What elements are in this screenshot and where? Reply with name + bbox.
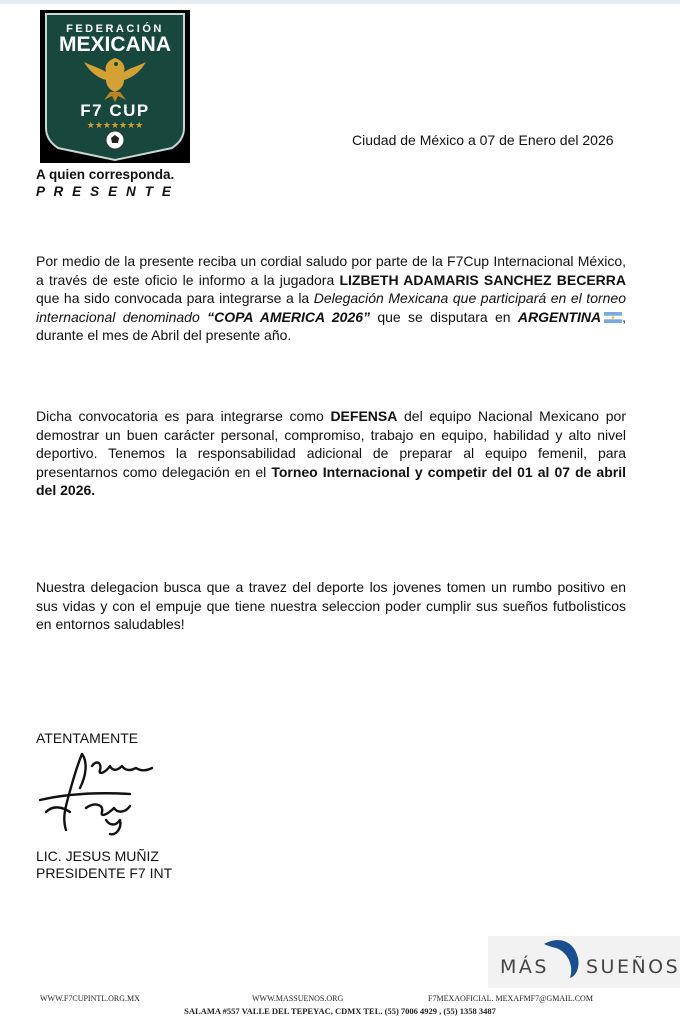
- footer-address: SALAMA #557 VALLE DEL TEPEYAC, CDMX TEL. (55) 7006 4929 , (55) 1358 3487: [184, 1006, 496, 1016]
- closing: ATENTAMENTE: [36, 730, 139, 746]
- logo-federacion-text: FEDERACIÓN: [66, 23, 164, 35]
- presente-label: P R E S E N T E: [36, 184, 174, 199]
- footer-website-f7[interactable]: WWW.F7CUPINTL.ORG.MX: [40, 994, 140, 1003]
- tournament-dates: Torneo Internacional y competir del 01 al 07 de abril del 2026.: [36, 463, 626, 498]
- addressee: A quien corresponda.: [36, 167, 175, 182]
- paragraph-mission: Nuestra delegacion busca que a travez del deporte los jovenes tomen un rumbo positivo en sus vidas y con el empuje que tiene nuestra seleccion poder cumplir sus sueños futbolisticos en entornos saludables!: [36, 579, 626, 632]
- soccer-ball-icon: [106, 131, 124, 149]
- argentina-flag-icon: [604, 312, 622, 323]
- footer-website-massuenos[interactable]: WWW.MASSUENOS.ORG: [252, 994, 344, 1003]
- mas-suenos-logo: MÁS SUEÑOS: [488, 936, 680, 988]
- logo-mexicana-text: MEXICANA: [58, 33, 172, 56]
- federation-logo: [40, 10, 190, 163]
- paragraph-position: Dicha convocatoria es para integrarse como DEFENSA del equipo Nacional Mexicano por demostrar un buen carácter personal, compromiso, trabajo en equipo, habilidad y alto nivel deportivo. Tenemos la responsabilidad adicional de preparar al equipo femenil, para presentarnos como delegación en el Torneo Internacional y competir del 01 al 07 de abril del 2026.: [36, 408, 626, 498]
- letter-date: Ciudad de México a 07 de Enero del 2026: [352, 132, 614, 148]
- signature-image: [36, 748, 166, 840]
- host-country: ARGENTINA: [517, 308, 602, 325]
- signer-title: PRESIDENTE F7 INT: [36, 865, 173, 881]
- footer-contact: F7MEXAOFICIAL. MEXAFMF7@GMAIL.COM: [428, 994, 593, 1003]
- logo-stars: ★★★★★★★: [86, 121, 144, 131]
- top-bar: [0, 0, 680, 4]
- player-name: LIZBETH ADAMARIS SANCHEZ BECERRA: [339, 271, 626, 288]
- tournament-name: “COPA AMERICA 2026”: [207, 308, 371, 325]
- logo-f7cup-text: F7 CUP: [80, 101, 150, 120]
- player-position: DEFENSA: [330, 408, 398, 424]
- signer-name: LIC. JESUS MUÑIZ: [36, 848, 159, 864]
- paragraph-convocation: Por medio de la presente reciba un cordial saludo por parte de la F7Cup Internacional México, a través de este oficio le informo a la jugadora LIZBETH ADAMARIS SANCHEZ BECERRA que ha sido convocada para integrarse a la Delegación Mexicana que participará en el torneo internacional denominado “COPA AMERICA 2026” que se disputara en ARGENTINA , durante el mes de Abril del presente año.: [36, 253, 627, 343]
